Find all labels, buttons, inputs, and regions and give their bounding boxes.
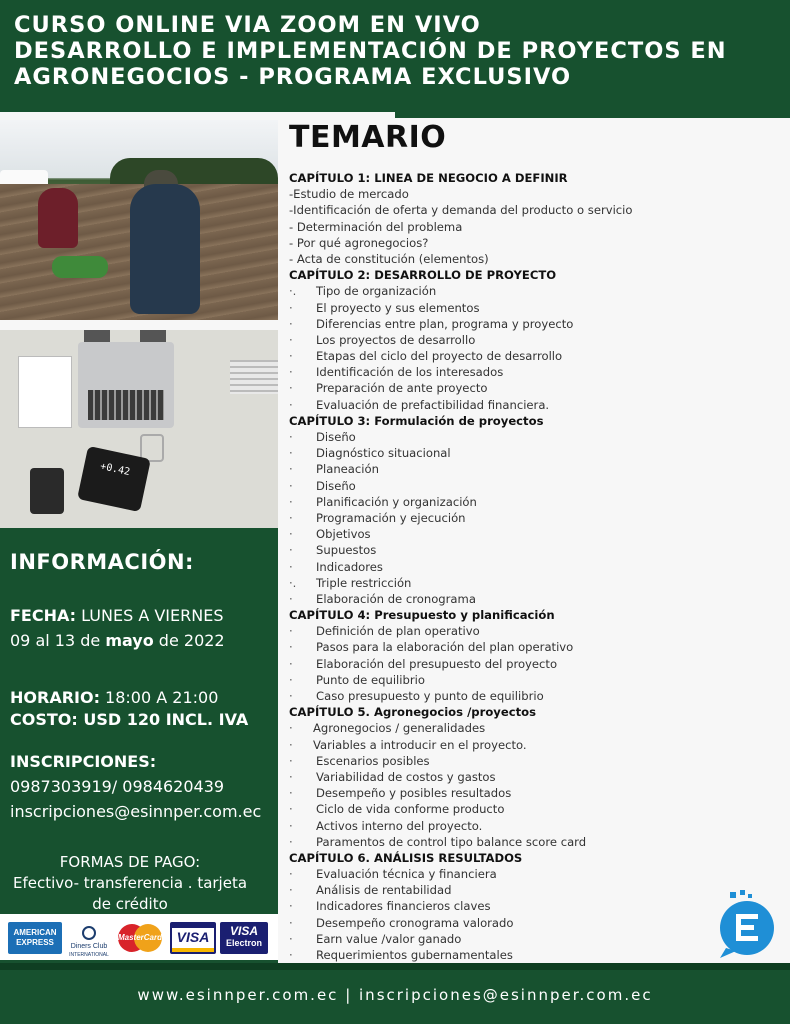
- bullet: ·: [289, 381, 293, 396]
- list-item: [289, 737, 779, 753]
- chapter-heading: [289, 607, 779, 623]
- horario-label: HORARIO:: [10, 688, 100, 707]
- list-item: [289, 397, 779, 413]
- inscripciones-email[interactable]: inscripciones@esinnper.com.ec: [10, 802, 262, 821]
- list-item: [289, 348, 779, 364]
- bullet: ·: [289, 867, 293, 882]
- list-item-text: Paramentos de control tipo balance score card: [316, 834, 587, 849]
- farm-workers-photo: [0, 120, 278, 320]
- costo-line: COSTO: USD 120 INCL. IVA: [10, 710, 249, 729]
- list-item-text: Identificación de los interesados: [316, 365, 504, 380]
- list-item-text: - Determinación del problema: [289, 219, 463, 234]
- list-item-text: Programación y ejecución: [316, 510, 466, 525]
- list-item-text: Variables a introducir en el proyecto.: [313, 737, 527, 752]
- list-item-text: Earn value /valor ganado: [316, 931, 462, 946]
- list-item: [289, 219, 779, 235]
- list-item: [289, 445, 779, 461]
- title-line-2: DESARROLLO E IMPLEMENTACIÓN DE PROYECTOS EN: [14, 38, 727, 64]
- list-item-text: -Estudio de mercado: [289, 187, 409, 202]
- list-item: [289, 866, 779, 882]
- esinnper-logo-icon: [716, 888, 778, 960]
- title-line-1: CURSO ONLINE VIA ZOOM EN VIVO: [14, 12, 481, 38]
- bullet: ·: [289, 300, 293, 315]
- list-item: [289, 202, 779, 218]
- list-item-text: Punto de equilibrio: [316, 672, 425, 687]
- bullet: ·: [289, 510, 293, 525]
- mastercard-text: MasterCard: [117, 933, 162, 942]
- list-item-text: Triple restricción: [316, 575, 412, 590]
- list-item-text: CAPÍTULO 2: DESARROLLO DE PROYECTO: [289, 268, 557, 283]
- list-item-text: - Acta de constitución (elementos): [289, 251, 489, 266]
- list-item: [289, 818, 779, 834]
- dates-pre: 09 al 13 de: [10, 631, 106, 650]
- list-item: [289, 720, 779, 736]
- title-line-3: AGRONEGOCIOS - PROGRAMA EXCLUSIVO: [14, 64, 572, 90]
- bullet: ·: [289, 494, 293, 509]
- chapter-heading: [289, 850, 779, 866]
- list-item-text: Caso presupuesto y punto de equilibrio: [316, 689, 544, 703]
- header-notch: [0, 112, 395, 120]
- chapter-heading: [289, 267, 779, 283]
- office-desk-photo: [0, 330, 278, 528]
- list-item-text: Diseño: [316, 478, 356, 493]
- list-item-text: Diagnóstico situacional: [316, 446, 451, 461]
- bullet: ·: [289, 769, 293, 784]
- bullet: ·: [289, 462, 293, 477]
- list-item-text: Activos interno del proyecto.: [316, 818, 483, 833]
- bullet: ·: [289, 899, 293, 914]
- list-item: [289, 364, 779, 380]
- list-item-text: Elaboración del presupuesto del proyecto: [316, 656, 558, 671]
- list-item: [289, 834, 779, 850]
- list-item: [289, 542, 779, 558]
- list-item-text: Evaluación técnica y financiera: [316, 867, 497, 882]
- visa-logo: VISA: [170, 922, 216, 954]
- amex-text-2: EXPRESS: [16, 938, 54, 947]
- list-item-text: Tipo de organización: [316, 284, 437, 299]
- list-item: [289, 575, 779, 591]
- bullet: ·: [289, 559, 293, 574]
- dates-post: de 2022: [153, 631, 225, 650]
- list-item: [289, 478, 779, 494]
- list-item: [289, 898, 779, 914]
- bullet: ·: [289, 931, 293, 946]
- diners-text-1: Diners Club: [70, 943, 108, 950]
- dates-line: [10, 631, 225, 650]
- bullet: ·: [289, 656, 293, 671]
- list-item-text: Escenarios posibles: [316, 753, 430, 768]
- list-item: [289, 461, 779, 477]
- bullet: ·: [289, 721, 293, 736]
- list-item-text: Elaboración de cronograma: [316, 591, 476, 606]
- list-item-text: El proyecto y sus elementos: [316, 300, 480, 315]
- list-item: [289, 915, 779, 931]
- list-item: [289, 882, 779, 898]
- list-item: [289, 623, 779, 639]
- mastercard-logo: [116, 922, 164, 954]
- list-item: [289, 656, 779, 672]
- temario-list: [289, 170, 779, 963]
- bullet: ·: [289, 689, 293, 703]
- bullet: ·: [289, 802, 293, 817]
- payment-line-3: de crédito: [92, 895, 168, 913]
- bullet: ·: [289, 478, 293, 493]
- list-item-text: Evaluación de prefactibilidad financiera.: [316, 397, 550, 412]
- list-item: [289, 672, 779, 688]
- bullet: ·: [289, 543, 293, 558]
- bullet: ·: [289, 527, 293, 542]
- list-item: [289, 186, 779, 202]
- horario-value: 18:00 A 21:00: [99, 688, 219, 707]
- footer: [0, 970, 790, 1024]
- dates-month: mayo: [105, 631, 154, 650]
- list-item-text: Desempeño y posibles resultados: [316, 786, 512, 801]
- temario-title: TEMARIO: [289, 120, 447, 155]
- list-item-text: Planeación: [316, 462, 379, 477]
- list-item: [289, 510, 779, 526]
- bullet: ·: [289, 883, 293, 898]
- list-item: [289, 332, 779, 348]
- bullet: ·: [289, 430, 293, 444]
- list-item: [289, 380, 779, 396]
- list-item-text: CAPÍTULO 4: Presupuesto y planificación: [289, 608, 555, 623]
- list-item: [289, 639, 779, 655]
- bullet: ·: [289, 640, 293, 655]
- amex-text-1: AMERICAN: [13, 928, 57, 937]
- list-item-text: Supuestos: [316, 543, 377, 558]
- list-item-text: CAPÍTULO 5. Agronegocios /proyectos: [289, 705, 536, 720]
- bullet: ·: [289, 446, 293, 461]
- list-item-text: Diferencias entre plan, programa y proyecto: [316, 316, 574, 331]
- list-item-text: Ciclo de vida conforme producto: [316, 802, 505, 817]
- diners-text-2: INTERNATIONAL: [69, 952, 109, 958]
- bullet: ·: [289, 948, 293, 962]
- list-item-text: Etapas del ciclo del proyecto de desarrollo: [316, 349, 563, 364]
- list-item: [289, 591, 779, 607]
- list-item: [289, 283, 779, 299]
- list-item: [289, 753, 779, 769]
- list-item: [289, 947, 779, 963]
- bullet: ·: [289, 915, 293, 930]
- chapter-heading: [289, 413, 779, 429]
- list-item-text: - Por qué agronegocios?: [289, 235, 429, 250]
- list-item-text: Pasos para la elaboración del plan operativo: [316, 640, 574, 655]
- payment-title: FORMAS DE PAGO:: [59, 853, 201, 871]
- list-item: [289, 785, 779, 801]
- list-item-text: Indicadores financieros claves: [316, 899, 491, 914]
- chapter-heading: [289, 170, 779, 186]
- list-item-text: Definición de plan operativo: [316, 624, 480, 639]
- list-item-text: Los proyectos de desarrollo: [316, 332, 476, 347]
- list-item-text: Variabilidad de costos y gastos: [316, 769, 496, 784]
- bullet: ·: [289, 753, 293, 768]
- list-item-text: Diseño: [316, 430, 356, 444]
- list-item-text: Requerimientos gubernamentales: [316, 948, 513, 962]
- list-item: [289, 559, 779, 575]
- info-heading: INFORMACIÓN:: [10, 550, 194, 574]
- amex-logo: [8, 922, 62, 954]
- list-item: [289, 688, 779, 704]
- fecha-label: FECHA:: [10, 606, 77, 625]
- list-item-text: -Identificación de oferta y demanda del producto o servicio: [289, 203, 633, 218]
- bullet: ·: [289, 624, 293, 639]
- list-item: [289, 300, 779, 316]
- bullet: ·: [289, 737, 293, 752]
- visa-electron-text-2: Electron: [225, 938, 262, 948]
- bullet: ·: [289, 349, 293, 364]
- list-item-text: Indicadores: [316, 559, 383, 574]
- bullet: ·.: [289, 575, 297, 590]
- list-item: [289, 251, 779, 267]
- bullet: ·: [289, 672, 293, 687]
- list-item: [289, 494, 779, 510]
- visa-electron-logo: [220, 922, 268, 954]
- list-item: [289, 429, 779, 445]
- list-item: [289, 931, 779, 947]
- list-item-text: CAPÍTULO 6. ANÁLISIS RESULTADOS: [289, 850, 523, 865]
- bullet: ·: [289, 834, 293, 849]
- bullet: ·: [289, 316, 293, 331]
- list-item-text: Objetivos: [316, 527, 371, 542]
- tablet-screen-text: +0.42: [99, 461, 131, 479]
- diners-club-logo: [66, 922, 112, 958]
- fecha-line: [10, 606, 223, 625]
- header-banner: [0, 0, 790, 118]
- bullet: ·: [289, 591, 293, 606]
- list-item: [289, 316, 779, 332]
- list-item: [289, 801, 779, 817]
- list-item-text: Preparación de ante proyecto: [316, 381, 488, 396]
- bullet: ·.: [289, 284, 297, 299]
- list-item: [289, 235, 779, 251]
- list-item-text: Desempeño cronograma valorado: [316, 915, 514, 930]
- list-item: [289, 769, 779, 785]
- list-item: [289, 526, 779, 542]
- bullet: ·: [289, 786, 293, 801]
- list-item-text: Agronegocios / generalidades: [313, 721, 486, 736]
- list-item-text: Análisis de rentabilidad: [316, 883, 452, 898]
- horario-line: [10, 688, 218, 707]
- phone-numbers: 0987303919/ 0984620439: [10, 777, 225, 796]
- footer-contact[interactable]: www.esinnper.com.ec | inscripciones@esinnper.com.ec: [137, 986, 653, 1004]
- info-panel: [0, 528, 278, 964]
- list-item-text: CAPÍTULO 3: Formulación de proyectos: [289, 413, 544, 428]
- list-item-text: Planificación y organización: [316, 494, 477, 509]
- bullet: ·: [289, 332, 293, 347]
- payment-line-2: Efectivo- transferencia . tarjeta: [12, 874, 248, 892]
- chapter-heading: [289, 704, 779, 720]
- visa-electron-text-1: VISA: [229, 924, 258, 938]
- list-item-text: CAPÍTULO 1: LINEA DE NEGOCIO A DEFINIR: [289, 171, 568, 185]
- fecha-value: LUNES A VIERNES: [76, 606, 224, 625]
- payment-cards: [0, 914, 278, 960]
- course-title: [14, 12, 727, 90]
- bullet: ·: [289, 365, 293, 380]
- inscripciones-label: INSCRIPCIONES:: [10, 752, 157, 771]
- bullet: ·: [289, 397, 293, 412]
- bullet: ·: [289, 818, 293, 833]
